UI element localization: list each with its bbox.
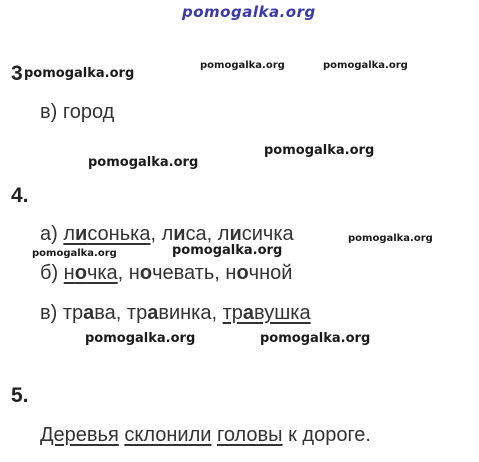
word: травинка <box>126 302 212 324</box>
watermark: pomogalka.org <box>264 143 375 158</box>
watermark: pomogalka.org <box>32 248 117 259</box>
answer-line-4v: в) трава, травинка, травушка <box>40 302 311 324</box>
watermark: pomogalka.org <box>200 60 285 71</box>
watermark: pomogalka.org <box>323 60 408 71</box>
word: ночной <box>225 262 293 284</box>
watermark: pomogalka.org <box>24 66 135 81</box>
word: трава <box>62 302 116 324</box>
watermark: pomogalka.org <box>172 243 283 258</box>
word: лисичка <box>217 223 294 245</box>
underlined-word: лисонька <box>63 223 151 245</box>
underlined-word: ночка <box>63 262 118 284</box>
section-number: 3 <box>11 62 23 85</box>
underlined-word: склонили <box>124 424 212 446</box>
underlined-word: травушка <box>222 302 311 324</box>
answer-line-4b: б) ночка, ночевать, ночной <box>40 262 293 284</box>
section-number: 4. <box>11 184 29 207</box>
underlined-word: Деревья <box>40 424 119 446</box>
watermark: pomogalka.org <box>260 331 371 346</box>
answer-line-4a: а) лисонька, лиса, лисичка <box>40 223 294 245</box>
word: ночевать <box>128 262 215 284</box>
answer-word: город <box>62 101 115 123</box>
section-number: 5. <box>11 384 29 407</box>
watermark: pomogalka.org <box>88 155 199 170</box>
underlined-word: головы <box>216 424 283 446</box>
line-prefix: в) <box>40 302 63 324</box>
answer-line-3v <box>40 101 114 124</box>
watermark: pomogalka.org <box>348 233 433 244</box>
answer-sentence-5 <box>40 424 371 447</box>
line-prefix: в) <box>40 101 63 123</box>
word: лиса <box>161 223 207 245</box>
sentence-rest: к дороге. <box>282 424 371 446</box>
watermark: pomogalka.org <box>85 331 196 346</box>
watermark-top: pomogalka.org <box>182 3 316 21</box>
line-prefix: б) <box>40 262 64 284</box>
line-prefix: а) <box>40 223 64 245</box>
